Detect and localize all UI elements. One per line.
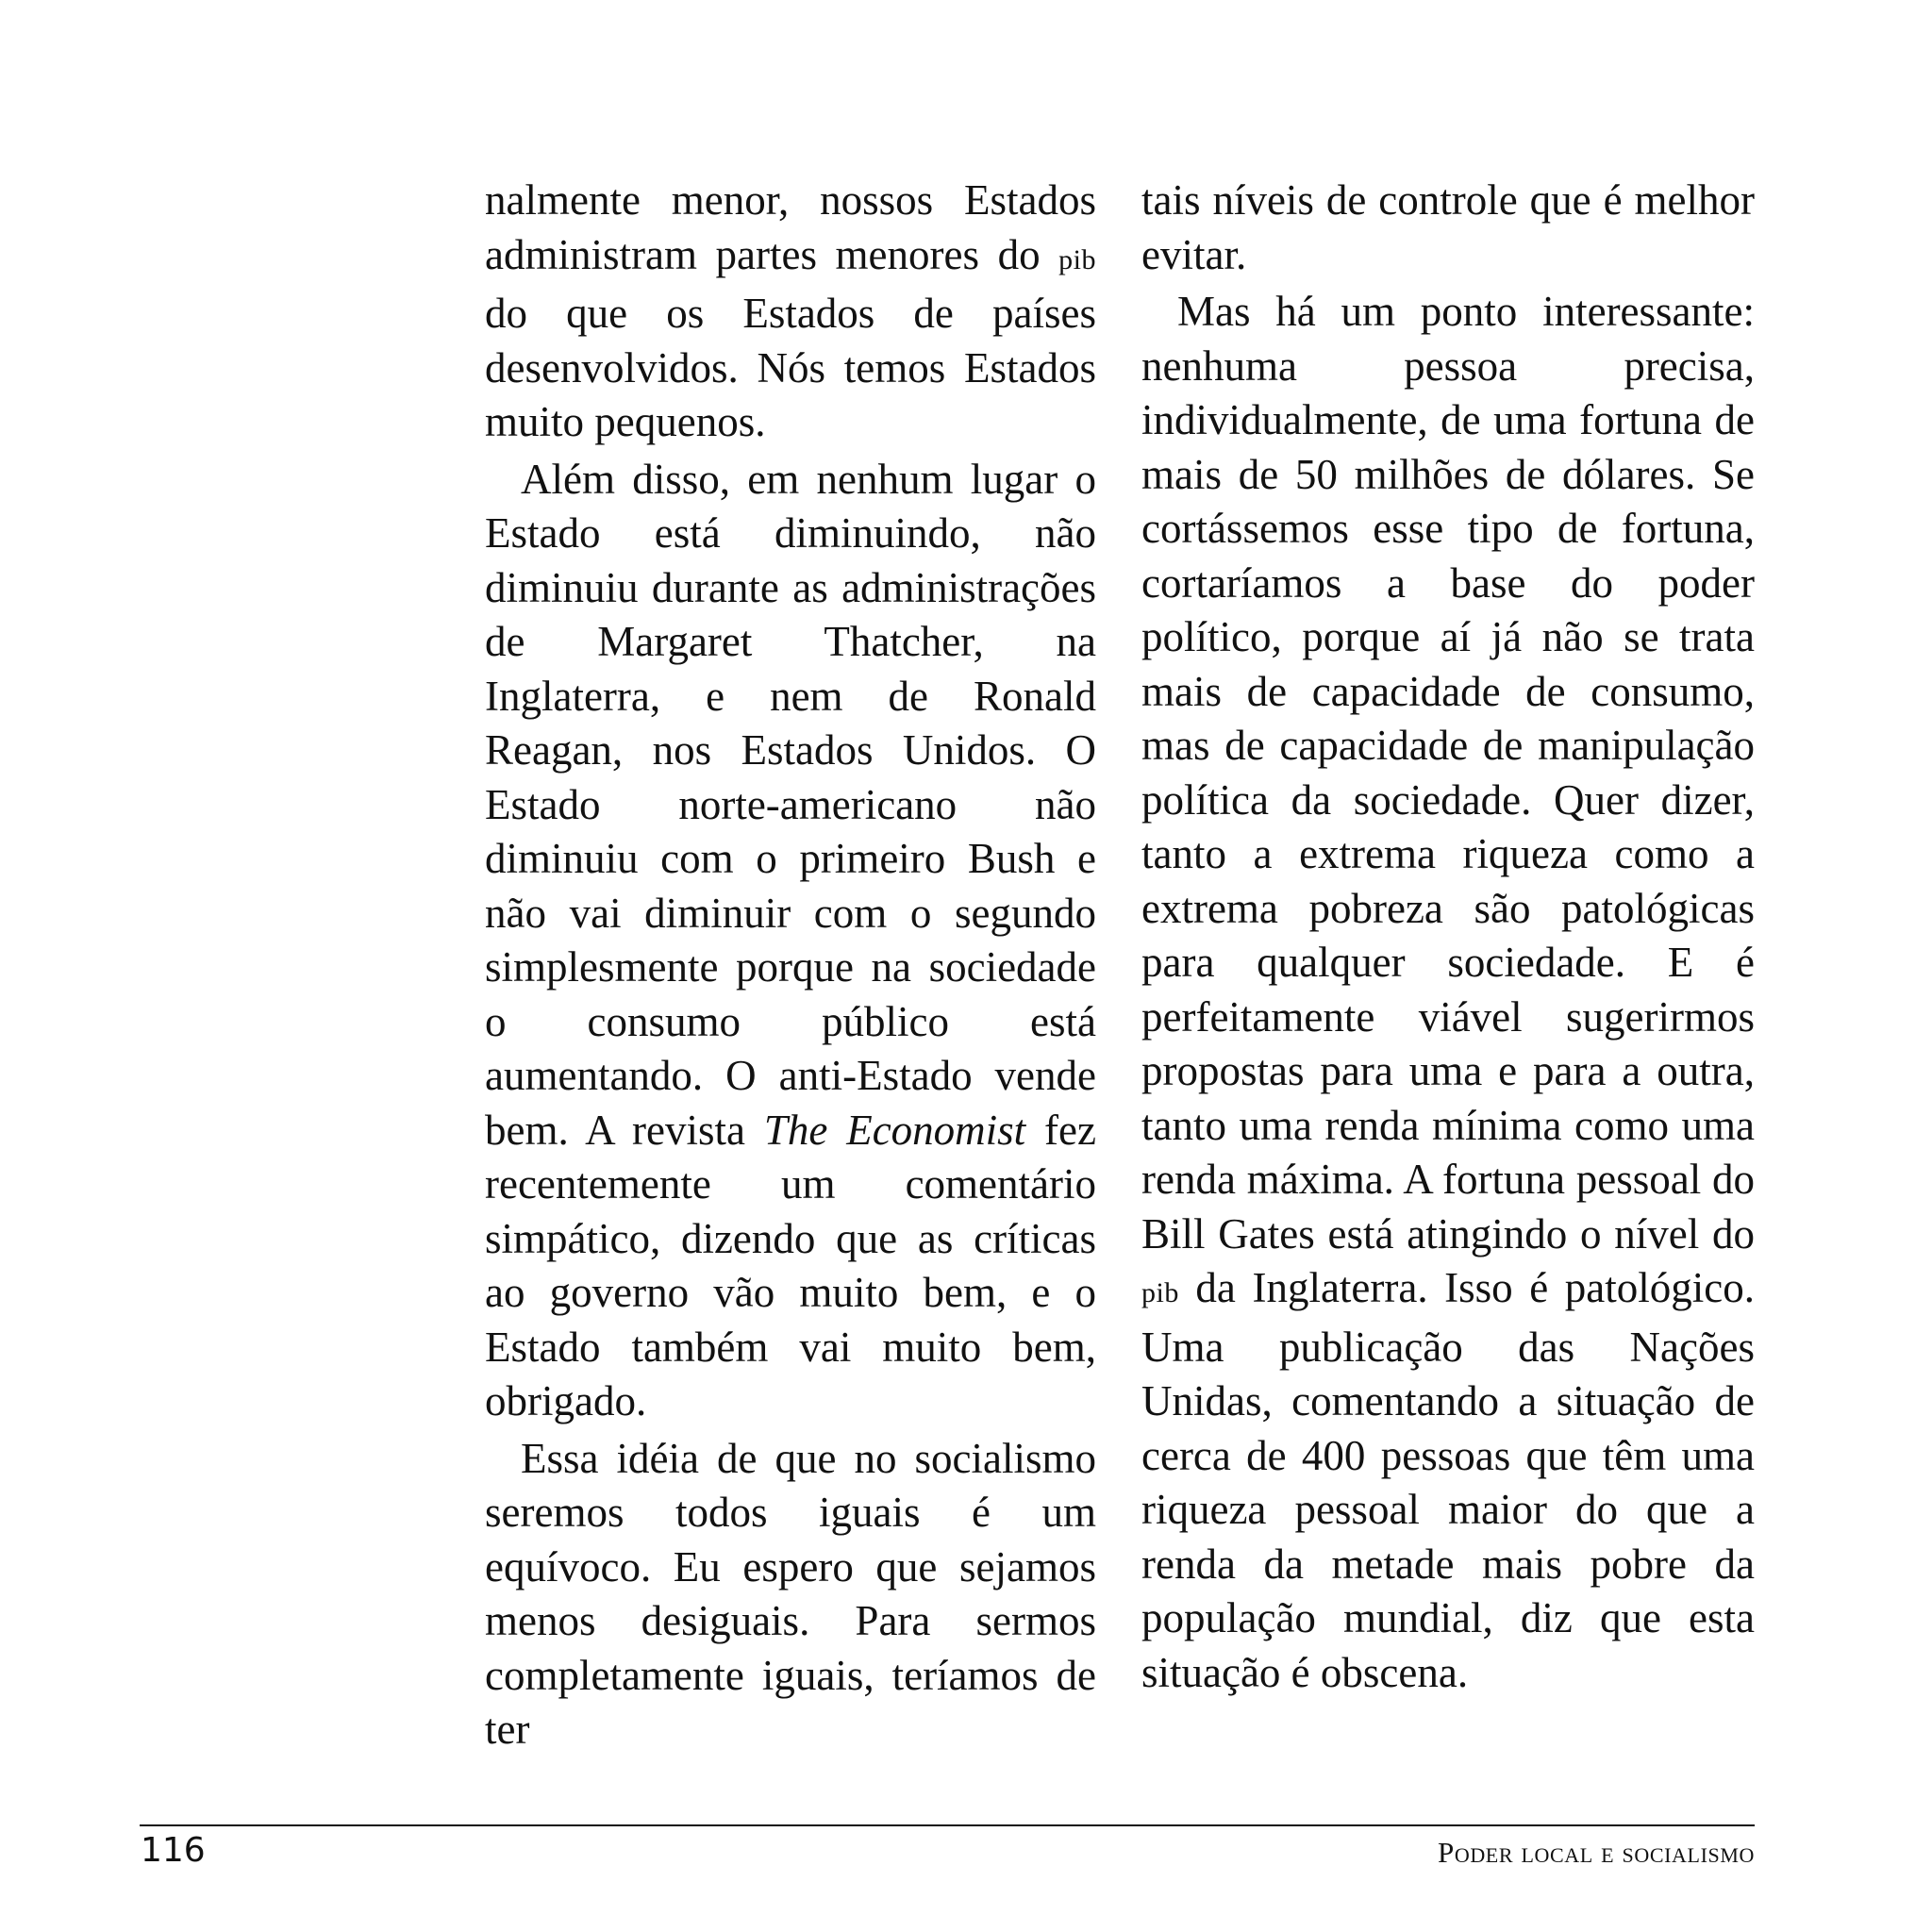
running-title: Poder local e socialismo <box>1437 1836 1755 1869</box>
right-text-column <box>1141 174 1755 1700</box>
paragraph: Além disso, em nenhum lugar o Estado está diminuindo, não diminuiu durante as administrações de Margaret Thatcher, na Inglaterra, e nem de Ronald Reagan, nos Estados Unidos. O Estado norte-americano não diminuiu com o primeiro Bush e não vai diminuir com o segundo simplesmente porque na sociedade o consumo público está aumentando. O anti-Estado vende bem. A revista The Economist fez recentemente um comentário simpático, dizendo que as críticas ao governo vão muito bem, e o Estado também vai muito bem, obrigado. <box>485 455 1096 1424</box>
paragraph: Essa idéia de que no socialismo seremos todos iguais é um equívoco. Eu espero que sejamos menos desiguais. Para sermos completamente iguais, teríamos de ter <box>485 1434 1096 1753</box>
paragraph: nalmente menor, nossos Estados administram partes menores do pib do que os Estados de países desenvolvidos. Nós temos Estados muito pequenos. <box>485 176 1096 445</box>
pib-abbreviation: pib <box>1141 1277 1179 1308</box>
italic-title: The Economist <box>763 1106 1026 1154</box>
pib-abbreviation: pib <box>1058 243 1096 275</box>
paragraph: tais níveis de controle que é melhor evitar. <box>1141 176 1755 278</box>
paragraph: Mas há um ponto interessante: nenhuma pessoa precisa, individualmente, de uma fortuna de mais de 50 milhões de dólares. Se cortássemos esse tipo de fortuna, cortaríamos a base do poder político, porque aí já não se trata mais de capacidade de consumo, mas de capacidade de manipulação política da sociedade. Quer dizer, tanto a extrema riqueza como a extrema pobreza são patológicas para qualquer sociedade. E é perfeitamente viável sugerirmos propostas para uma e para a outra, tanto uma renda mínima como uma renda máxima. A fortuna pessoal do Bill Gates está atingindo o nível do pib da Inglaterra. Isso é patológico. Uma publicação das Nações Unidas, comentando a situação de cerca de 400 pessoas que têm uma riqueza pessoal maior do que a renda da metade mais pobre da população mundial, diz que esta situação é obscena. <box>1141 288 1755 1696</box>
footer-rule <box>140 1824 1755 1826</box>
page-number: 116 <box>141 1831 206 1870</box>
left-text-column <box>485 174 1096 1757</box>
